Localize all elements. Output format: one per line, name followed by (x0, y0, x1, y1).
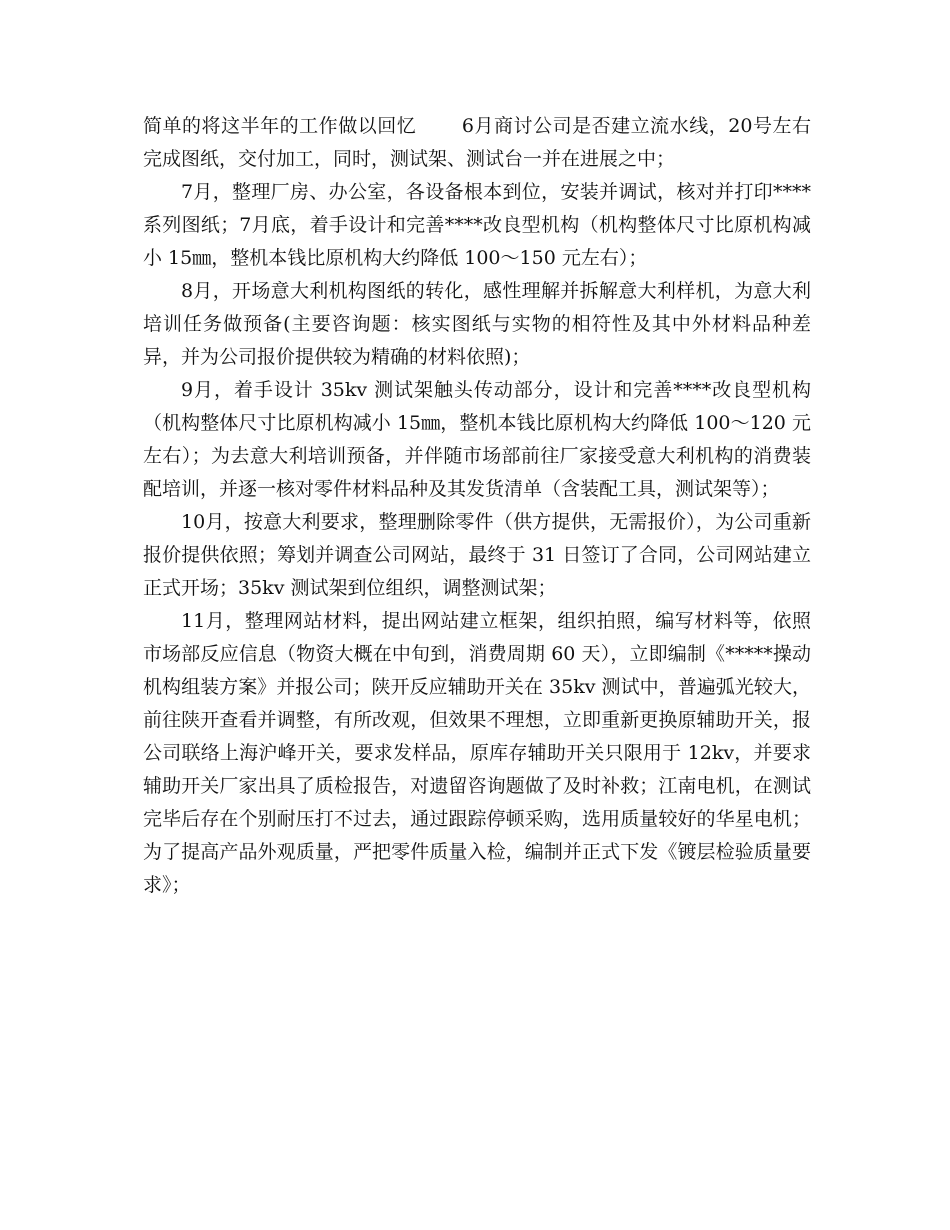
paragraph-august: 8月，开场意大利机构图纸的转化，感性理解并拆解意大利样机，为意大利培训任务做预备(主要咨询题：核实图纸与实物的相符性及其中外材料品种差异，并为公司报价提供较为精确的材料依照)； (143, 280, 811, 368)
document-body (143, 110, 811, 902)
paragraph-september: 9月，着手设计 35kv 测试架触头传动部分，设计和完善****改良型机构（机构整体尺寸比原机构减小 15㎜，整机本钱比原机构大约降低 100～120 元左右）；为去意大利培训预备，并伴随市场部前往厂家接受意大利机构的消费装配培训，并逐一核对零件材料品种及其发货清单（含装配工具，测试架等）； (143, 379, 811, 500)
paragraph-november: 11月，整理网站材料，提出网站建立框架，组织拍照，编写材料等，依照市场部反应信息（物资大概在中旬到，消费周期 60 天），立即编制《*****操动机构组装方案》并报公司；陕开反应辅助开关在 35kv 测试中，普遍弧光较大，前往陕开查看并调整，有所改观，但效果不理想，立即重新更换原辅助开关，报公司联络上海沪峰开关，要求发样品，原库存辅助开关只限用于 12kv，并要求辅助开关厂家出具了质检报告，对遗留咨询题做了及时补救；江南电机，在测试完毕后存在个别耐压打不过去，通过跟踪停顿采购，选用质量较好的华星电机；为了提高产品外观质量，严把零件质量入检，编制并正式下发《镀层检验质量要求》； (143, 610, 811, 896)
paragraph-october: 10月，按意大利要求，整理删除零件（供方提供，无需报价），为公司重新报价提供依照；筹划并调查公司网站，最终于 31 日签订了合同，公司网站建立正式开场；35kv 测试架到位组织，调整测试架； (143, 511, 811, 599)
paragraph-july: 7月，整理厂房、办公室，各设备根本到位，安装并调试，核对并打印****系列图纸；7月底，着手设计和完善****改良型机构（机构整体尺寸比原机构减小 15㎜，整机本钱比原机构大约降低 100～150 元左右）； (143, 181, 811, 269)
paragraph-intro: 简单的将这半年的工作做以回忆 6月商讨公司是否建立流水线，20号左右完成图纸，交付加工，同时，测试架、测试台一并在进展之中； (143, 115, 811, 170)
